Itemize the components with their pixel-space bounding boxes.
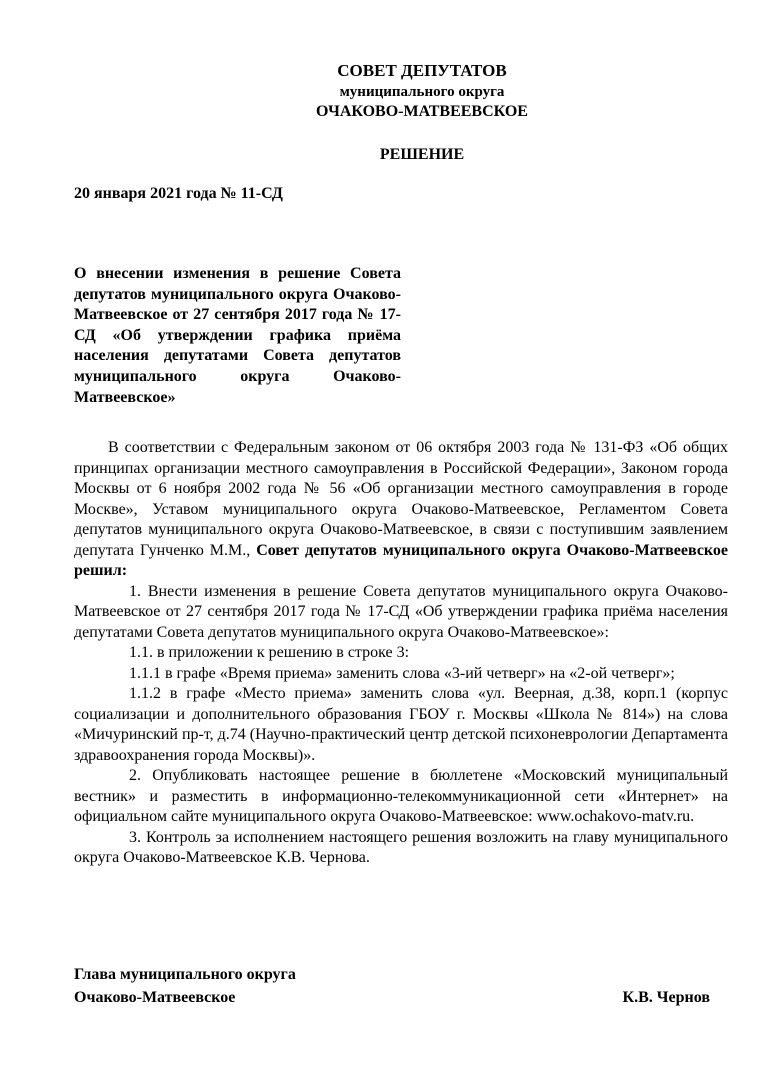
- date-number: 20 января 2021 года № 11-СД: [74, 185, 283, 202]
- signature-title-line2: Очаково-Матвеевское: [74, 989, 236, 1006]
- preamble-text: В соответствии с Федеральным законом от 06 октября 2003 года № 131-ФЗ «Об общих принципах организации местного самоуправления в Российской Федерации», Законом города Москвы от 6 ноября 2002 года № 56 «Об организации местного самоуправления в городе Москве», Уставом муниципального округа Очаково-Матвеевское, Регламентом Совета депутатов муниципального округа Очаково-Матвеевское, в связи с поступившим заявлением депутата Гунченко М.М.,: [74, 439, 728, 559]
- decision-subject: О внесении изменения в решение Совета депутатов муниципального округа Очаково-Матвеевское от 27 сентября 2017 года № 17-СД «Об утверждении графика приёма населения депутатами Совета депутатов муниципального округа Очаково-Матвеевское»: [74, 265, 401, 406]
- signature-title-line1: Глава муниципального округа: [74, 966, 296, 983]
- item-1-1-2: 1.1.2 в графе «Место приема» заменить слова «ул. Веерная, д.38, корп.1 (корпус социализации и дополнительного образования ГБОУ г. Москвы «Школа № 814») на слова «Мичуринский пр-т, д.74 (Научно-практический центр детской психоневрологии Департамента здравоохранения города Москвы)».: [74, 685, 729, 764]
- signature-block: [74, 988, 710, 1009]
- council-title: СОВЕТ ДЕПУТАТОВ: [337, 61, 507, 80]
- item-2: 2. Опубликовать настоящее решение в бюллетене «Московский муниципальный вестник» и разместить в информационно-телекоммуникационной сети «Интернет» на официальном сайте муниципального округа Очаково-Матвеевское: www.ochakovo-matv.ru.: [74, 767, 728, 825]
- item-1-1: 1.1. в приложении к решению в строке 3:: [129, 644, 410, 661]
- document-type: РЕШЕНИЕ: [379, 146, 465, 163]
- district-name: ОЧАКОВО-МАТВЕЕВСКОЕ: [316, 103, 528, 120]
- item-1: 1. Внести изменения в решение Совета депутатов муниципального округа Очаково-Матвеевское от 27 сентября 2017 года № 17-СД «Об утверждении графика приёма населения депутатами Совета депутатов муниципального округа Очаково-Матвеевское»:: [74, 582, 728, 641]
- signatory-name: К.В. Чернов: [622, 989, 710, 1006]
- item-3: 3. Контроль за исполнением настоящего решения возложить на главу муниципального округа Очаково-Матвеевское К.В. Чернова.: [74, 828, 728, 866]
- district-type: муниципального округа: [339, 84, 505, 100]
- preamble-resolution: Совет депутатов муниципального округа Очаково-Матвеевское решил:: [74, 541, 729, 579]
- preamble-paragraph: [74, 438, 728, 582]
- item-1-1-1: 1.1.1 в графе «Время приема» заменить слова «3-ий четверг» на «2-ой четверг»;: [129, 664, 675, 682]
- decision-body: [74, 438, 728, 869]
